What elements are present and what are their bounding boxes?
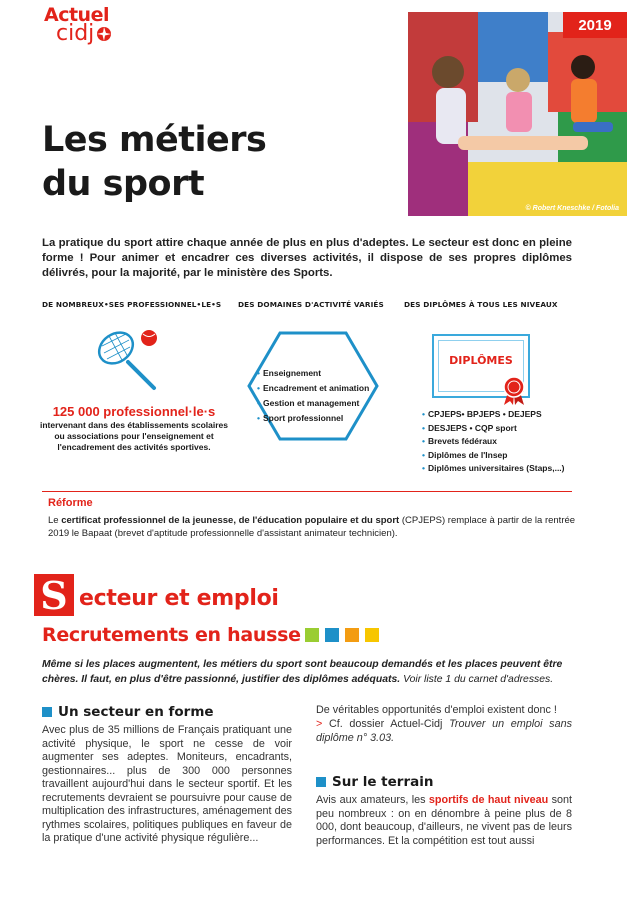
color-squares [305, 628, 379, 642]
diplomas-list [422, 408, 565, 476]
section-title: ecteur et emploi [79, 586, 279, 611]
year-badge: 2019 [563, 12, 627, 38]
lead-reference: Voir liste 1 du carnet d'adresses. [403, 674, 554, 685]
logo-aperture-icon [96, 26, 112, 42]
diploma-label: DIPLÔMES [449, 354, 513, 367]
list-item: • Diplômes de l'Insep [422, 449, 565, 463]
article-right-continued: De véritables opportunités d'emploi existent donc ! [316, 704, 557, 716]
lead-paragraph: Même si les places augmentent, les métiers du sport sont beaucoup demandés et les places peuvent être chères. Il faut, en plus d'être passionné, justifier des diplômes adéquats. Voir liste 1 du carnet d'adresses. [42, 659, 563, 685]
heading-diplomas: DES DIPLÔMES À TOUS LES NIVEAUX [404, 300, 558, 309]
page-title [42, 118, 266, 206]
reform-text: Le certificat professionnel de la jeunesse, de l'éducation populaire et du sport (CPJEPS) remplace à partir de la rentrée 2019 le Bapaat (brevet d'aptitude professionnelle d'assistant animateur technicien). [48, 515, 576, 539]
photo-credit: © Robert Kneschke / Fotolia [525, 205, 619, 212]
logo-line-cidj: cidj [56, 21, 95, 46]
seal-ribbon-icon [500, 376, 528, 406]
reform-certificate-name: certificat professionnel de la jeunesse, de l'éducation populaire et du sport [61, 515, 400, 526]
dossier-title: Trouver un emploi sans diplôme n° 3.03. [316, 718, 572, 744]
bullet-square-icon [42, 707, 52, 717]
color-square [305, 628, 319, 642]
cover-photo [408, 12, 627, 216]
dossier-reference: > Cf. dossier Actuel-Cidj Trouver un emploi sans diplôme n° 3.03. [316, 718, 572, 744]
professionals-description: intervenant dans des établissements scolaires ou associations pour l'enseignement et l'encadrement des activités sportives. [39, 420, 229, 452]
list-item: • CPJEPS• BPJEPS • DEJEPS [422, 408, 565, 422]
article-left-text: Avec plus de 35 millions de Français pratiquant une activité physique, le sport ne cesse de voir augmenter ses adeptes. Moniteurs, encadrants, gestionnaires... plus de 300 000 personnes travaillent aujourd'hui dans le secteur sportif. Et les recrutements devraient se poursuivre pour cause de multiplication des infrastructures, aménagement des rythmes scolaires, politiques publiques en faveur de la pratique d'une activité physique régulière... [42, 724, 292, 844]
section-subtitle: Recrutements en hausse [42, 624, 301, 646]
reform-divider [42, 491, 572, 492]
list-item: • Sport professionnel [257, 411, 369, 426]
list-item: • DESJEPS • CQP sport [422, 422, 565, 436]
title-line-2: du sport [42, 164, 205, 204]
domains-list [257, 366, 369, 426]
intro-paragraph: La pratique du sport attire chaque année de plus en plus d'adeptes. Le secteur est donc en pleine forme ! Pour animer et encadrer ces diverses activités, il dispose de ses propres diplômes délivrés, pour la majorité, par le ministère des Sports. [42, 237, 572, 279]
logo-line-actuel: Actuel [44, 4, 109, 26]
tennis-racket-icon [92, 326, 164, 394]
heading-professionals: DE NOMBREUX•SES PROFESSIONNEL•LE•S [42, 300, 222, 309]
bullet-square-icon [316, 777, 326, 787]
list-item: • Enseignement [257, 366, 369, 381]
actuel-cidj-logo [44, 6, 112, 45]
section-initial-letter: S [34, 574, 74, 616]
arrow-icon: > [316, 718, 323, 730]
highlight-sportifs: sportifs de haut niveau [428, 794, 549, 806]
professionals-count: 125 000 professionnel·le·s [52, 404, 216, 419]
article-right-text: Avis aux amateurs, les sportifs de haut niveau sont peu nombreux : on en dénombre à peine plus de 8 000, dont beaucoup, d'ailleurs, ne vivent pas de leurs performances. Et la compétition est tout aussi [316, 794, 572, 847]
heading-sur-le-terrain: Sur le terrain [316, 774, 433, 790]
heading-domains: DES DOMAINES D'ACTIVITÉ VARIÉS [238, 300, 384, 309]
list-item: • Diplômes universitaires (Staps,...) [422, 462, 565, 476]
list-item: • Gestion et management [257, 396, 369, 411]
children-stretching-illustration [408, 12, 627, 216]
color-square [345, 628, 359, 642]
title-line-1: Les métiers [42, 120, 267, 160]
color-square [325, 628, 339, 642]
color-square [365, 628, 379, 642]
list-item: • Encadrement et animation [257, 381, 369, 396]
heading-un-secteur-en-forme: Un secteur en forme [42, 704, 214, 720]
list-item: • Brevets fédéraux [422, 435, 565, 449]
reform-title: Réforme [48, 497, 93, 509]
